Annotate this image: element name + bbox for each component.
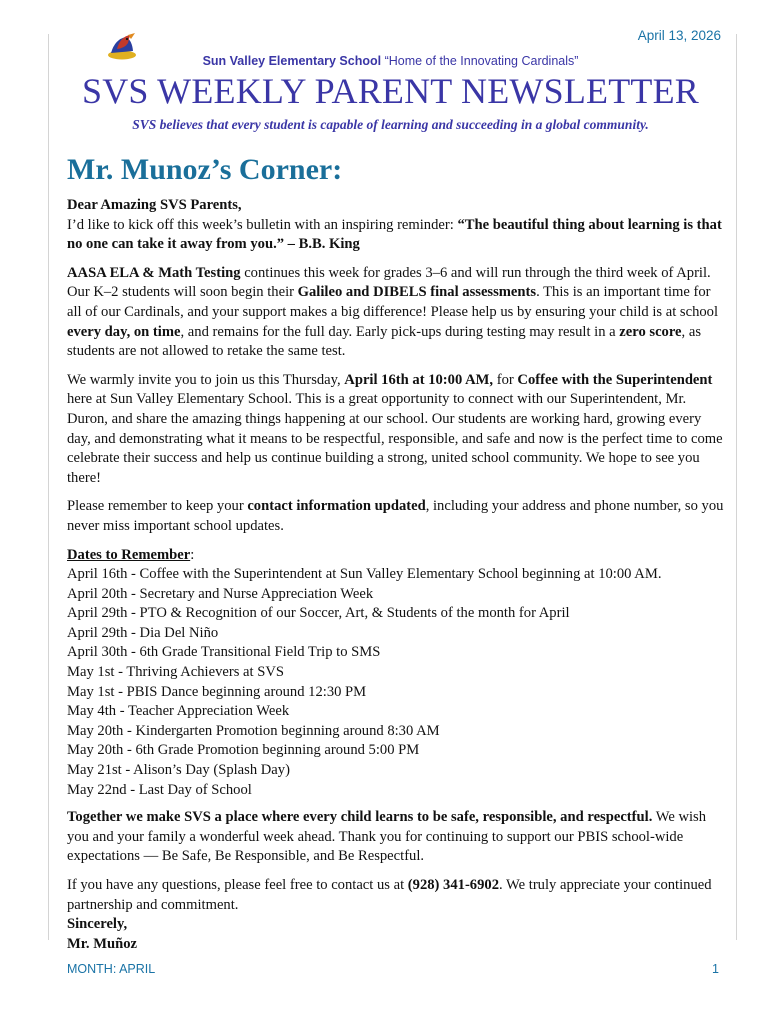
school-line <box>0 54 781 68</box>
contact-text-2: , including your address and phone number, so you never miss important school updates. <box>67 498 724 534</box>
list-item: April 29th - Dia Del Niño <box>67 624 219 641</box>
list-item: April 16th - Coffee with the Superintendent at Sun Valley Elementary School beginning at 10:00 AM. <box>67 566 662 583</box>
list-item: May 1st - Thriving Achievers at SVS <box>67 664 284 681</box>
signoff-sincerely: Sincerely, <box>67 916 128 933</box>
coffee-bold-1: April 16th at 10:00 AM, <box>344 371 494 388</box>
dates-heading-line <box>67 546 727 566</box>
questions-text-1: If you have any questions, please feel free to contact us at <box>67 877 408 893</box>
questions-text-2: . We truly appreciate your continued partnership and commitment. <box>67 877 712 913</box>
school-name: Sun Valley Elementary School <box>202 54 382 68</box>
list-item: May 22nd - Last Day of School <box>67 781 252 798</box>
newsletter-date: April 13, 2026 <box>637 28 721 43</box>
list-item: May 1st - PBIS Dance beginning around 12:30 PM <box>67 683 367 700</box>
newsletter-tagline: SVS believes that every student is capable of learning and succeeding in a global community. <box>132 117 649 132</box>
testing-bold-4: zero score <box>619 323 682 340</box>
closing-text: We wish you and your family a wonderful week ahead. Thank you for continuing to support our PBIS school-wide expectations — Be Safe, Be Responsible, and Be Respectful. <box>67 809 707 865</box>
list-item: May 20th - 6th Grade Promotion beginning around 5:00 PM <box>67 742 420 759</box>
contact-bold: contact information updated <box>247 498 426 515</box>
questions-paragraph <box>67 876 727 954</box>
newsletter-title: SVS WEEKLY PARENT NEWSLETTER <box>81 71 699 111</box>
list-item: April 20th - Secretary and Nurse Appreciation Week <box>67 585 374 602</box>
left-margin-rule <box>48 34 49 940</box>
list-item: May 21st - Alison’s Day (Splash Day) <box>67 762 290 779</box>
coffee-paragraph <box>67 371 727 489</box>
page-number: 1 <box>712 962 719 976</box>
dates-colon: : <box>190 546 195 563</box>
dates-heading: Dates to Remember <box>67 546 191 563</box>
footer-month: MONTH: APRIL <box>67 962 156 976</box>
testing-bold-2: Galileo and DIBELS final assessments <box>297 284 537 301</box>
newsletter-body <box>67 152 727 954</box>
contact-text-1: Please remember to keep your <box>67 498 248 515</box>
dates-list <box>67 565 727 800</box>
greeting: Dear Amazing SVS Parents, <box>67 197 242 213</box>
coffee-text-3: here at Sun Valley Elementary School. This is a great opportunity to connect with our Superintendent, Mr. Duron, and share the amazing things happening at our school. Our students are working hard, growing every day, and demonstrating what it means to be respectful, responsible, and safe and now is the perfect time to come celebrate their success and help us continue building a strong, united school community. We hope to see you there! <box>67 391 723 486</box>
right-margin-rule <box>736 34 737 940</box>
corner-heading: Mr. Munoz’s Corner: <box>67 153 343 186</box>
list-item: April 30th - 6th Grade Transitional Field Trip to SMS <box>67 644 381 661</box>
intro-paragraph <box>67 196 727 255</box>
intro-text: I’d like to kick off this week’s bulletin with an inspiring reminder: <box>67 216 458 233</box>
coffee-text-1: We warmly invite you to join us this Thursday, <box>67 371 345 388</box>
closing-bold: Together we make SVS a place where every child learns to be safe, responsible, and respectful. <box>67 809 653 826</box>
coffee-bold-2: Coffee with the Superintendent <box>517 371 713 388</box>
closing-paragraph <box>67 808 727 867</box>
inspiring-quote: “The beautiful thing about learning is that no one can take it away from you.” – B.B. King <box>67 216 722 253</box>
testing-text-4: , as students are not allowed to retake the same test. <box>67 323 702 360</box>
testing-paragraph <box>67 264 727 362</box>
testing-text-3: , and remains for the full day. Early pick-ups during testing may result in a <box>180 323 620 340</box>
list-item: May 4th - Teacher Appreciation Week <box>67 703 290 720</box>
testing-text-1: continues this week for grades 3–6 and will run through the third week of April. Our K–2 students will soon begin their <box>67 264 711 301</box>
contact-paragraph <box>67 497 727 536</box>
testing-bold-3: every day, on time <box>67 323 181 340</box>
school-motto: “Home of the Innovating Cardinals” <box>381 54 579 68</box>
list-item: May 20th - Kindergarten Promotion beginning around 8:30 AM <box>67 722 440 739</box>
phone-number: (928) 341-6902 <box>407 877 499 893</box>
signoff-name: Mr. Muñoz <box>67 935 137 952</box>
testing-text-2: . This is an important time for all of our Cardinals, and your support makes a big difference! Please help us by ensuring your child is at school <box>67 284 719 320</box>
testing-bold-1: AASA ELA & Math Testing <box>67 264 241 281</box>
list-item: April 29th - PTO & Recognition of our Soccer, Art, & Students of the month for April <box>67 605 570 622</box>
coffee-text-2: for <box>493 371 518 388</box>
